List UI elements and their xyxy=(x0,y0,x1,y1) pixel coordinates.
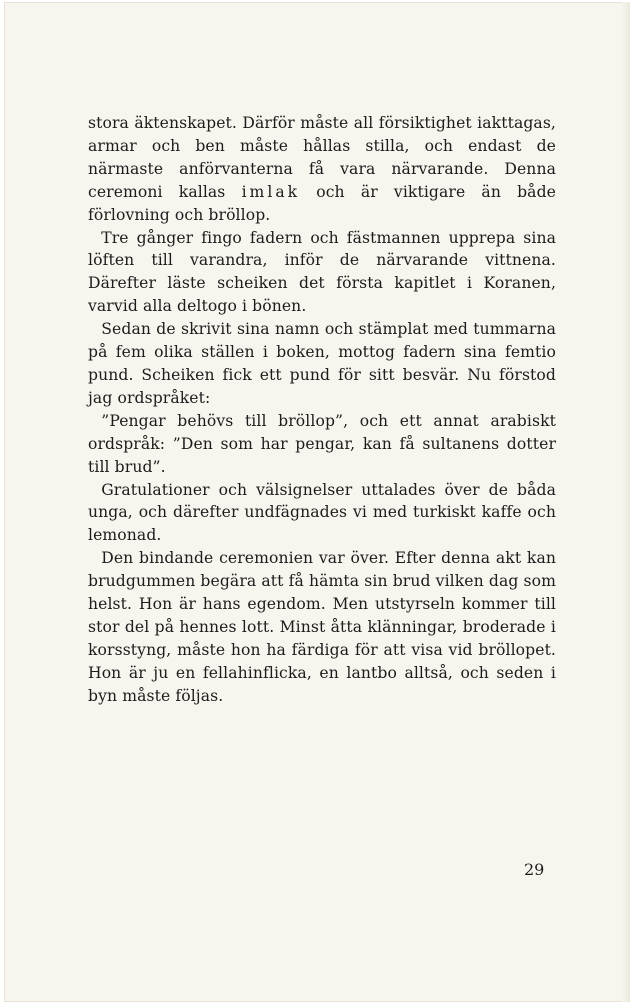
paragraph-3-text: Sedan de skrivit sina namn och stämplat med tummarna på fem olika ställen i boken, mottog fadern sina femtio pund. Scheiken fick ett pund för sitt besvär. Nu förstod jag ordspråket: xyxy=(88,320,556,407)
paragraph-1-part-1: stora äktenskapet. Därför måste all försiktighet iakttagas, armar och ben måste hållas stilla, och endast de närmaste anförvanterna få vara närvarande. Denna ceremoni kallas xyxy=(88,114,556,201)
paragraph-6 xyxy=(88,547,556,707)
paragraph-6-text: Den bindande ceremonien var över. Efter denna akt kan brudgummen begära att få hämta sin brud vilken dag som helst. Hon är hans egendom. Men utstyrseln kommer till stor del på hennes lott. Minst åtta klänningar, broderade i korsstyng, måste hon ha färdiga för att visa vid bröllopet. Hon är ju en fellahinflicka, en lantbo alltså, och seden i byn måste följas. xyxy=(88,549,556,705)
paragraph-2-text: Tre gånger fingo fadern och fästmannen upprepa sina löften till varandra, inför de närvarande vittnena. Därefter läste scheiken det första kapitlet i Koranen, varvid alla deltogo i bönen. xyxy=(88,228,556,316)
page-number: 29 xyxy=(524,860,545,879)
paragraph-4 xyxy=(88,410,556,479)
paragraph-5-text: Gratulationer och välsignelser uttalades över de båda unga, och därefter undfägnades vi med turkiskt kaffe och lemonad. xyxy=(88,480,556,545)
paragraph-5 xyxy=(88,479,556,548)
term-imlak: imlak xyxy=(241,182,301,201)
body-text xyxy=(88,112,556,708)
paragraph-1-part-3: och är viktigare än både förlovning och bröllop. xyxy=(88,182,556,224)
page-edge-shadow xyxy=(622,2,630,1002)
paragraph-3 xyxy=(88,318,556,410)
paragraph-2 xyxy=(88,227,556,319)
book-page xyxy=(4,2,630,1002)
paragraph-4-text: ”Pengar behövs till bröllop”, och ett annat arabiskt ordspråk: ”Den som har pengar, kan få sultanens dotter till brud”. xyxy=(88,411,556,476)
paragraph-1 xyxy=(88,112,556,227)
